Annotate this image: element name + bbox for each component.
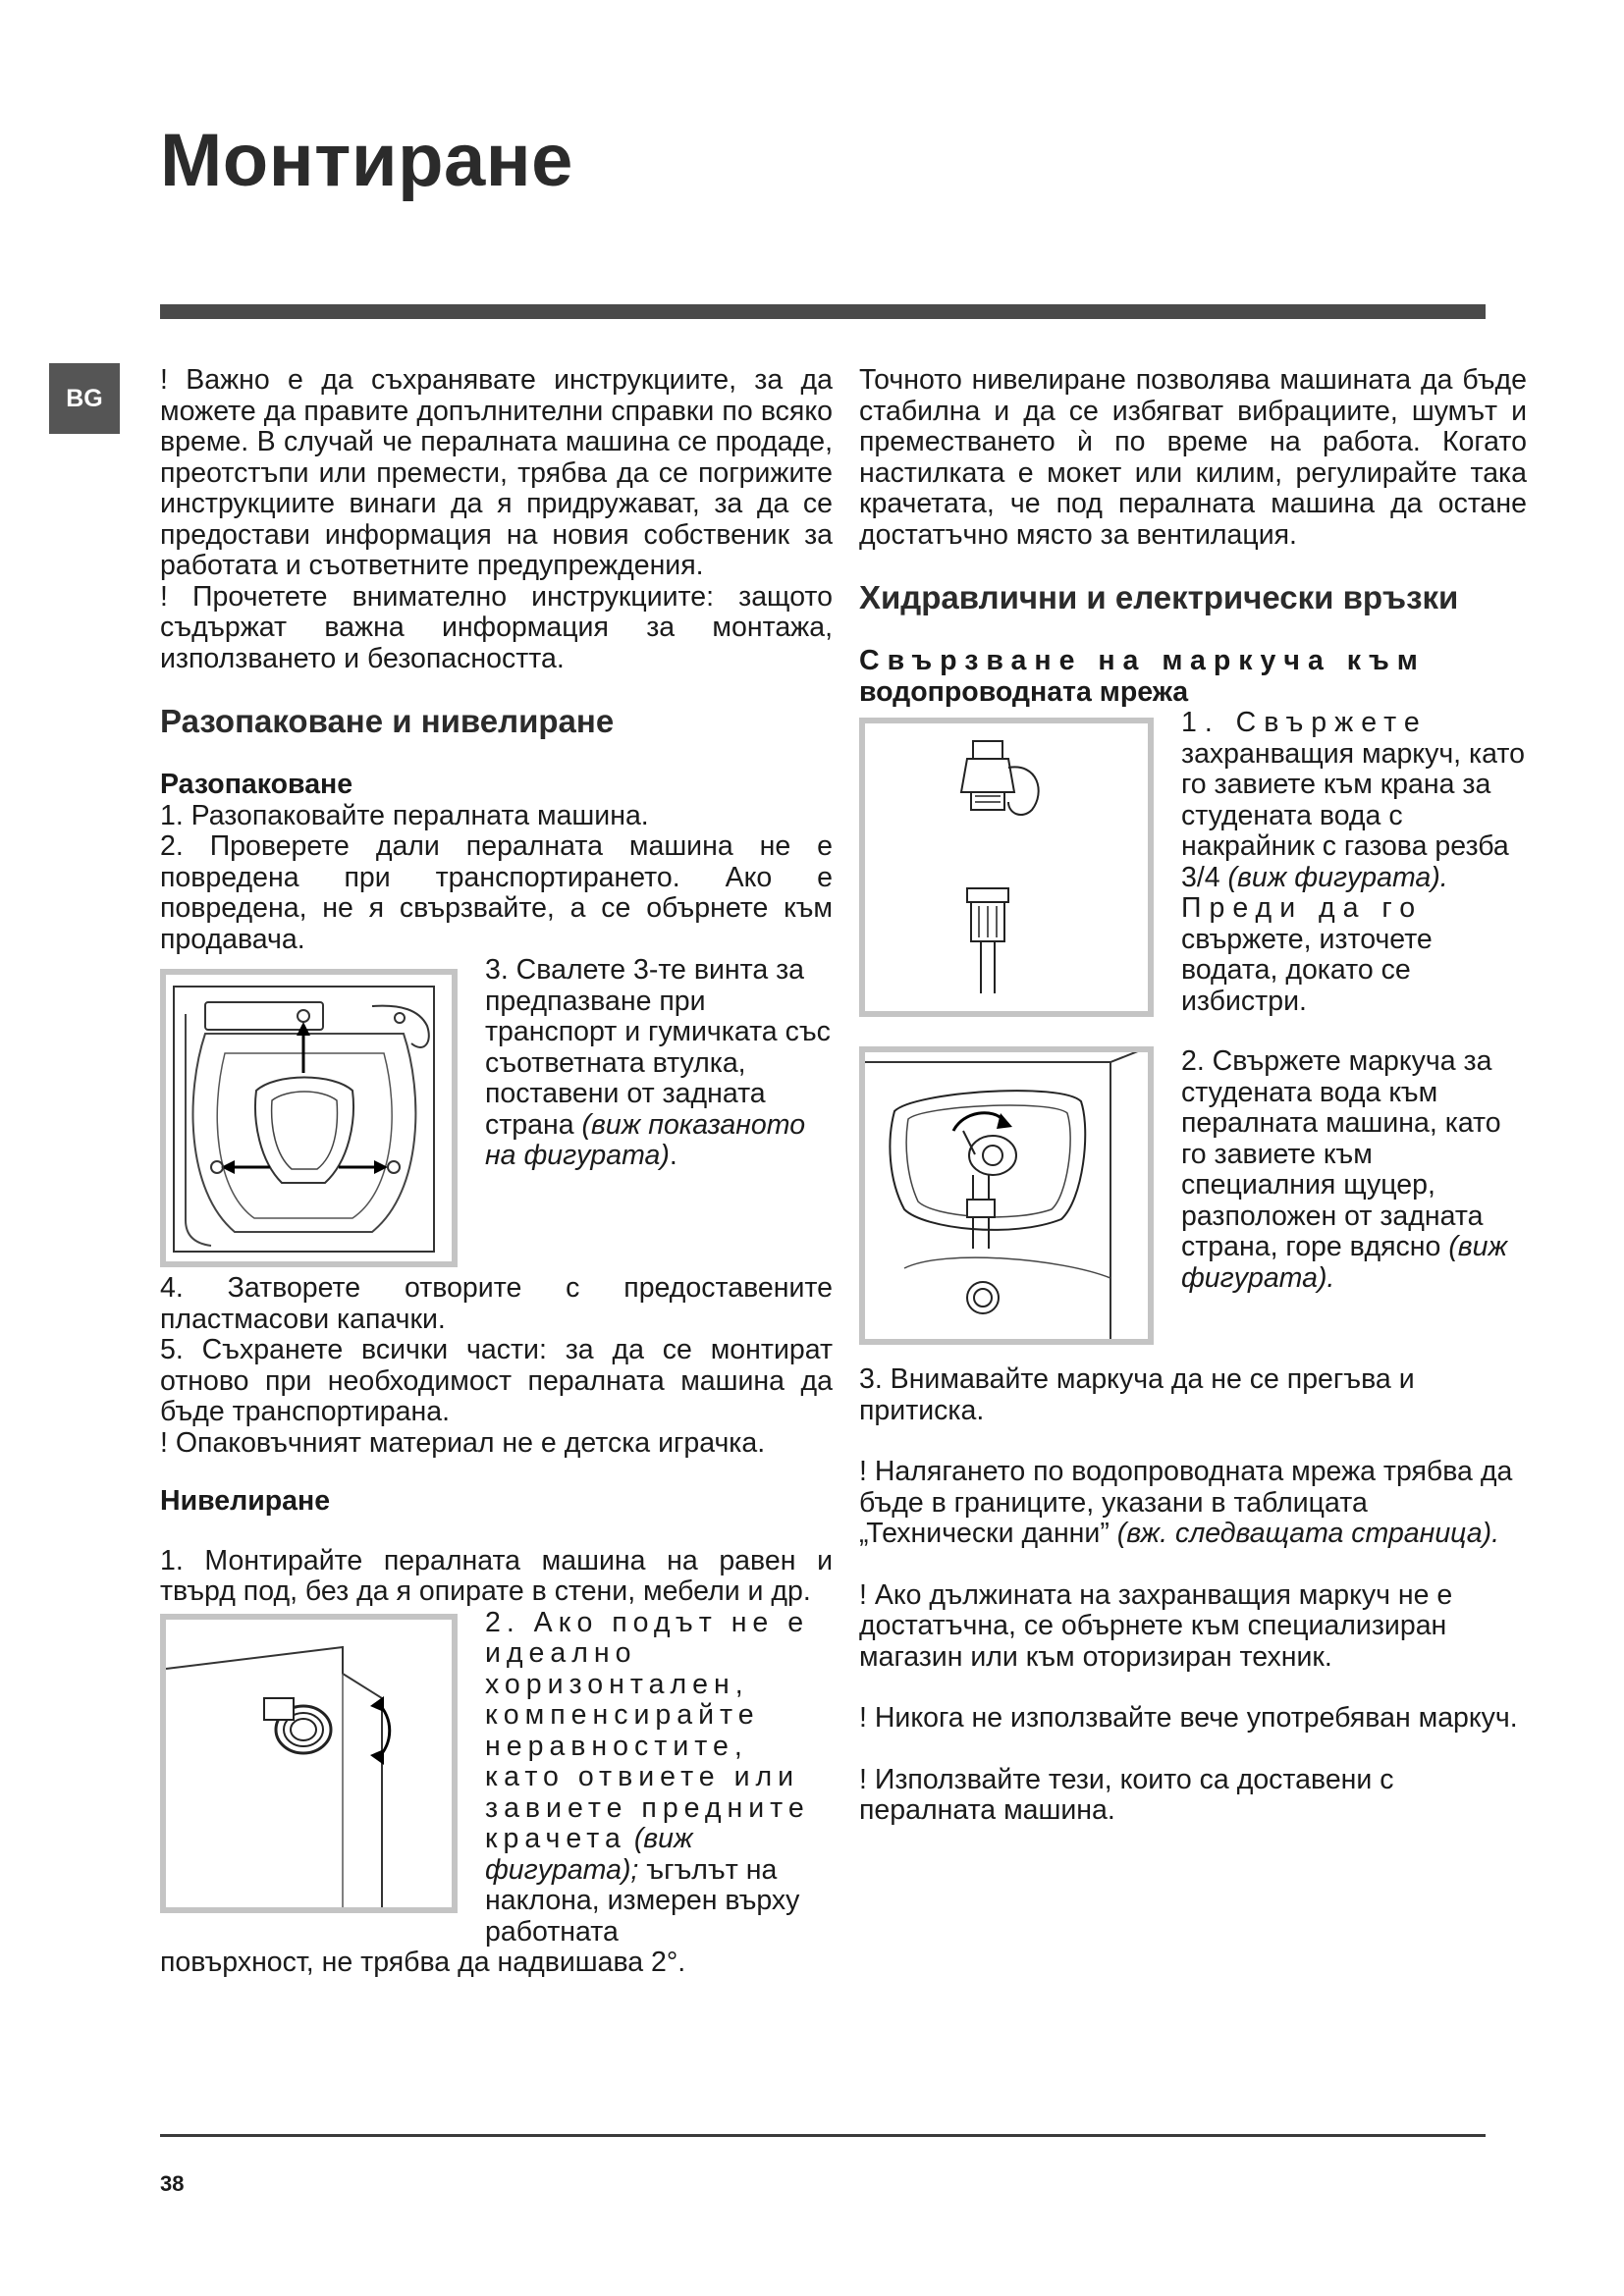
pressure-note-ref: (вж. следващата страница).: [1116, 1518, 1500, 1549]
use-supplied-hoses-note: ! Използвайте тези, които са доставени с пералната машина.: [859, 1763, 1394, 1826]
hose-length-note: ! Ако дължината на захранващия маркуч не е достатъчна, се обърнете към специализиран магазин или към оторизиран техник.: [859, 1578, 1453, 1673]
figure-hose-connection: [859, 1046, 1154, 1345]
section-title-unpacking-leveling: Разопаковане и нивелиране: [160, 703, 615, 739]
hose-step-1-before: свържете, източете водата, докато се избистри.: [1181, 923, 1433, 1017]
unpack-step-3: [485, 955, 833, 1172]
unpack-step-3-text: 3. Свалете 3-те винта за предпазване при транспорт и гумичката със съответната втулка, поставени от задната страна: [485, 954, 831, 1141]
subheading-unpacking: Разопаковане: [160, 769, 353, 800]
left-column: [160, 365, 833, 1979]
subheading-leveling: Нивелиране: [160, 1485, 331, 1517]
level-step-2-text: 2. Ако подът не е идеално хоризонтален, компенсирайте неравностите, като отвиете или завиете предните крачета: [485, 1606, 810, 1854]
figure-water-tap: [859, 718, 1154, 1017]
level-step-2-tail: повърхност, не трябва да надвишава 2°.: [160, 1947, 686, 1978]
page-title: Монтиране: [160, 119, 573, 202]
unpack-step-1: 1. Разопаковайте пералната машина.: [160, 799, 649, 831]
washer-back-illustration: [166, 975, 452, 1261]
hose-step-2-ref: (виж фигурата).: [1181, 1231, 1508, 1294]
level-step-2-end: ъгълът на наклона, измерен върху работната: [485, 1853, 800, 1948]
hose-step-1-before-spaced: Преди да го: [1181, 892, 1424, 924]
unpack-step-4: 4. Затворете отворите с предоставените пластмасови капачки.: [160, 1272, 833, 1335]
hose-step-1-block: [859, 708, 1527, 1017]
unpack-step-3-ref: (виж показаното на фигурата): [485, 1108, 806, 1171]
hose-step-3: 3. Внимавайте маркуча да не се прегъва и притиска.: [859, 1363, 1415, 1426]
water-tap-illustration: [865, 723, 1148, 1011]
hose-step-2-text: 2. Свържете маркуча за студената вода към пералната машина, като го завиете към специалния щуцер, разположен от задната страна, горе вдясно: [1181, 1045, 1501, 1262]
unpack-warning: ! Опаковъчният материал не е детска играчка.: [160, 1426, 766, 1459]
hose-step-2-block: [859, 1046, 1527, 1345]
hose-step-1-ref: (виж фигурата).: [1227, 861, 1448, 893]
leveling-paragraph: Точното нивелиране позволява машината да бъде стабилна и да се избягват вибрациите, шумът и преместването ѝ по време на работа. Когато настилката е мокет или килим, регулирайте така крачетата, че под пералната машина да остане достатъчно място за вентилация.: [859, 364, 1527, 551]
figure-transport-screws: [160, 969, 458, 1267]
level-step-1: 1. Монтирайте пералната машина на равен и твърд под, без да я опирате в стени, мебели и др.: [160, 1544, 833, 1607]
subheading-hose-rest: водопроводната мрежа: [859, 675, 1189, 708]
section-title-connections: Хидравлични и електрически връзки: [859, 579, 1459, 615]
hose-connection-illustration: [865, 1052, 1148, 1339]
unpack-step-2: 2. Проверете дали пералната машина не е повредена при транспортирането. Ако е повредена, не я свързвайте, а се обърнете към продавача.: [160, 830, 833, 955]
right-column: [859, 365, 1527, 1827]
unpack-step-3-block: [160, 955, 833, 1267]
unpack-step-3-end: .: [669, 1140, 677, 1171]
pressure-note-text: ! Налягането по водопроводната мрежа трябва да бъде в границите, указани в таблицата „Технически данни”: [859, 1456, 1513, 1549]
intro-paragraph-1: ! Важно е да съхранявате инструкциите, за да можете да правите допълнителни справки по всяко време. В случай че пералната машина се продаде, преотстъпи или премести, трябва да се погрижите инструкциите винаги да я придружават, за да се предостави информация на новия собственик за работата и съответните предупреждения.: [160, 364, 833, 581]
level-step-2-block: [160, 1608, 833, 1949]
hose-step-1: [1181, 708, 1527, 1017]
hose-step-1-text: захранващия маркуч, като го завиете към крана за студената вода с накрайник с газова резба 3/4: [1181, 737, 1525, 893]
level-step-2-ref: (виж фигурата);: [485, 1823, 693, 1886]
level-step-2: [485, 1608, 833, 1949]
washer-feet-illustration: [166, 1620, 452, 1907]
intro-paragraph-2: ! Прочетете внимателно инструкциите: защото съдържат важна информация за монтажа, използването и безопасността.: [160, 580, 833, 674]
never-used-hose-note: ! Никога не използвайте вече употребяван маркуч.: [859, 1702, 1518, 1734]
pressure-note: [859, 1457, 1527, 1550]
hose-step-1-spaced: 1. Свържете: [1181, 707, 1428, 738]
language-badge: BG: [49, 363, 120, 434]
hose-step-2: [1181, 1046, 1527, 1294]
footer-divider: [160, 2134, 1486, 2137]
subheading-hose-spaced: Свързване на маркуча към: [859, 645, 1426, 676]
figure-adjustable-feet: [160, 1614, 458, 1913]
unpack-step-5: 5. Съхранете всички части: за да се монтират отново при необходимост пералната машина да бъде транспортирана.: [160, 1334, 833, 1427]
page-number: 38: [160, 2171, 185, 2196]
title-divider: [160, 304, 1486, 319]
